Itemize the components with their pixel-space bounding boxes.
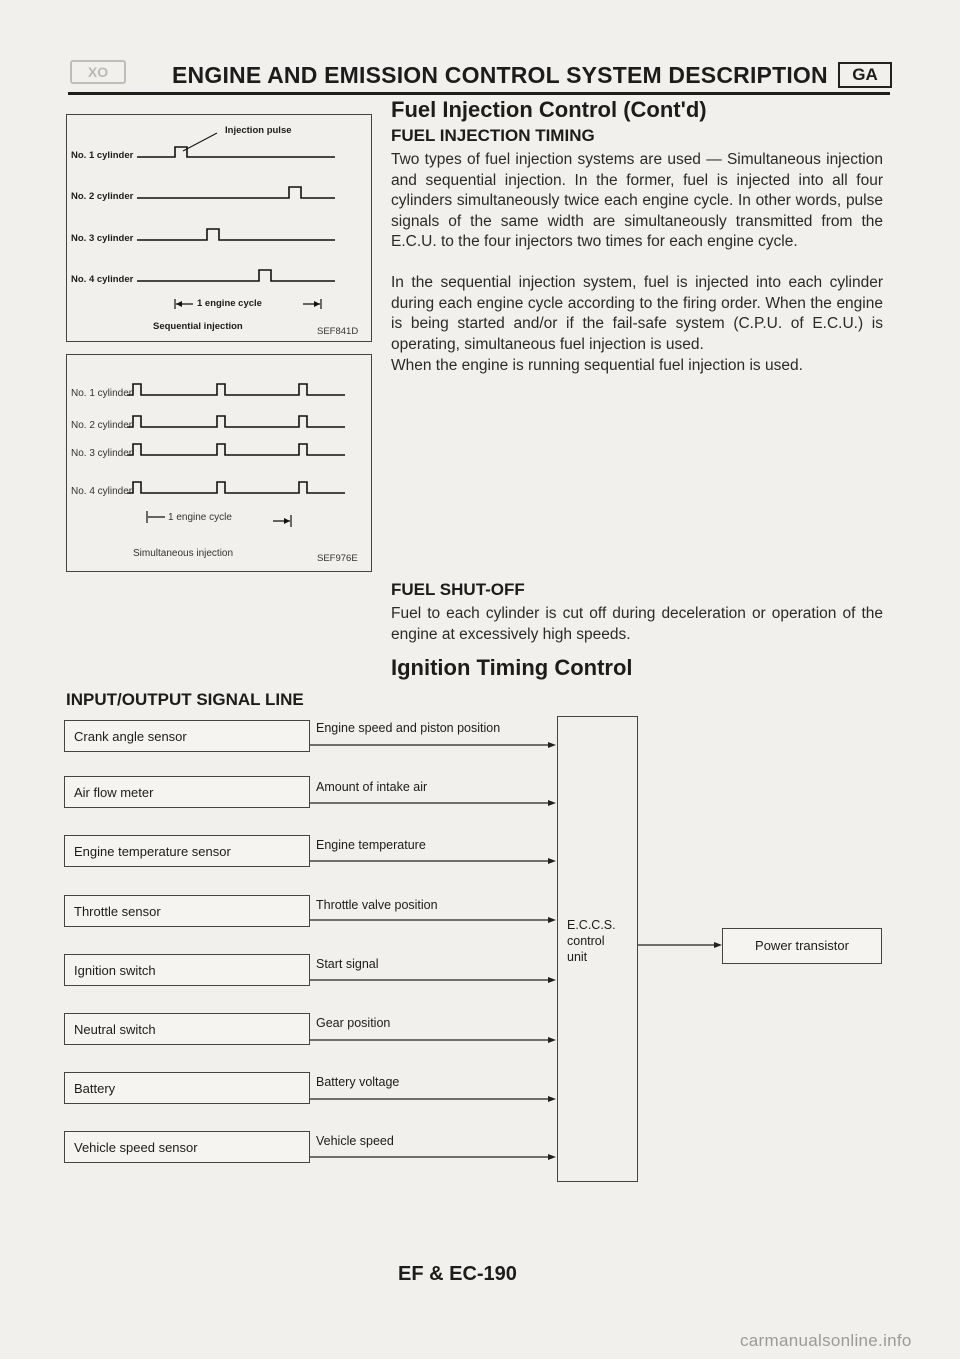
- throttle-sensor-box: Throttle sensor: [64, 895, 310, 927]
- signal-start: Start signal: [316, 957, 379, 971]
- signal-engine-speed-piston-position: Engine speed and piston position: [316, 721, 501, 735]
- fuel-injection-timing-heading: FUEL INJECTION TIMING: [391, 126, 595, 145]
- ecu-label-line-2: control: [567, 934, 605, 948]
- signal-battery-voltage: Battery voltage: [316, 1075, 400, 1089]
- fuel-injection-timing-paragraph-3: When the engine is running sequential fuel injection is used.: [391, 357, 803, 374]
- ignition-switch-box: Ignition switch: [64, 954, 310, 986]
- battery-box: Battery: [64, 1072, 310, 1104]
- eccs-control-unit-box: [557, 716, 638, 1182]
- sim-figure-code: SEF976E: [317, 553, 358, 564]
- seq-cylinder-3-label: No. 3 cylinder: [71, 233, 134, 244]
- signal-amount-intake-air: Amount of intake air: [316, 780, 428, 794]
- fuel-injection-timing-paragraph-2: In the sequential injection system, fuel is injected into each cylinder during each engine cycle according to the firing order. When the engine is being started and/or if the fail-safe system (C.P.U. of E.C.U.) is operating, simultaneous fuel injection is used.: [391, 274, 883, 353]
- fuel-shutoff-heading: FUEL SHUT-OFF: [391, 580, 525, 599]
- power-transistor-box: Power transistor: [722, 928, 882, 964]
- signal-vehicle-speed: Vehicle speed: [316, 1134, 394, 1148]
- crank-angle-sensor-box: Crank angle sensor: [64, 720, 310, 752]
- section-badge: GA: [838, 62, 892, 88]
- io-signal-line-heading: INPUT/OUTPUT SIGNAL LINE: [66, 690, 304, 709]
- signal-gear-position: Gear position: [316, 1016, 391, 1030]
- watermark: carmanualsonline.info: [740, 1331, 912, 1350]
- sim-cylinder-4-label: No. 4 cylinder: [71, 486, 133, 497]
- signal-engine-temperature: Engine temperature: [316, 838, 426, 852]
- seq-caption: Sequential injection: [153, 321, 243, 332]
- neutral-switch-box: Neutral switch: [64, 1013, 310, 1045]
- air-flow-meter-box: Air flow meter: [64, 776, 310, 808]
- sim-cylinder-2-label: No. 2 cylinder: [71, 420, 133, 431]
- injection-pulse-label: Injection pulse: [225, 125, 292, 136]
- seq-cylinder-2-label: No. 2 cylinder: [71, 191, 134, 202]
- engine-temperature-sensor-box: Engine temperature sensor: [64, 835, 310, 867]
- header-left-tab: XO: [70, 60, 126, 84]
- ignition-timing-title: Ignition Timing Control: [391, 655, 633, 680]
- section-title: Fuel Injection Control (Cont'd): [391, 97, 707, 122]
- fuel-injection-timing-paragraph-1: Two types of fuel injection systems are used — Simultaneous injection and sequential injection. In the former, fuel is injected into all four cylinders simultaneously twice each engine cycle. In other words, pulse signals of the same width are simultaneously transmitted from the E.C.U. to the four injectors two times for each engine cycle.: [391, 151, 883, 250]
- vehicle-speed-sensor-box: Vehicle speed sensor: [64, 1131, 310, 1163]
- sim-cylinder-3-label: No. 3 cylinder: [71, 448, 133, 459]
- seq-cylinder-1-label: No. 1 cylinder: [71, 150, 134, 161]
- sim-caption: Simultaneous injection: [133, 548, 234, 559]
- sim-cycle-label: 1 engine cycle: [168, 512, 232, 523]
- seq-cycle-label: 1 engine cycle: [197, 298, 262, 309]
- signal-throttle-valve-position: Throttle valve position: [316, 898, 438, 912]
- ecu-label-line-1: E.C.C.S.: [567, 918, 616, 932]
- fuel-shutoff-text: Fuel to each cylinder is cut off during deceleration or operation of the engine at excessively high speeds.: [391, 605, 883, 643]
- page-number: EF & EC-190: [398, 1263, 517, 1285]
- sim-cylinder-1-label: No. 1 cylinder: [71, 388, 133, 399]
- seq-figure-code: SEF841D: [317, 326, 359, 337]
- seq-cylinder-4-label: No. 4 cylinder: [71, 274, 134, 285]
- page-header-title: ENGINE AND EMISSION CONTROL SYSTEM DESCRIPTION: [172, 62, 828, 88]
- ecu-label-line-3: unit: [567, 950, 588, 964]
